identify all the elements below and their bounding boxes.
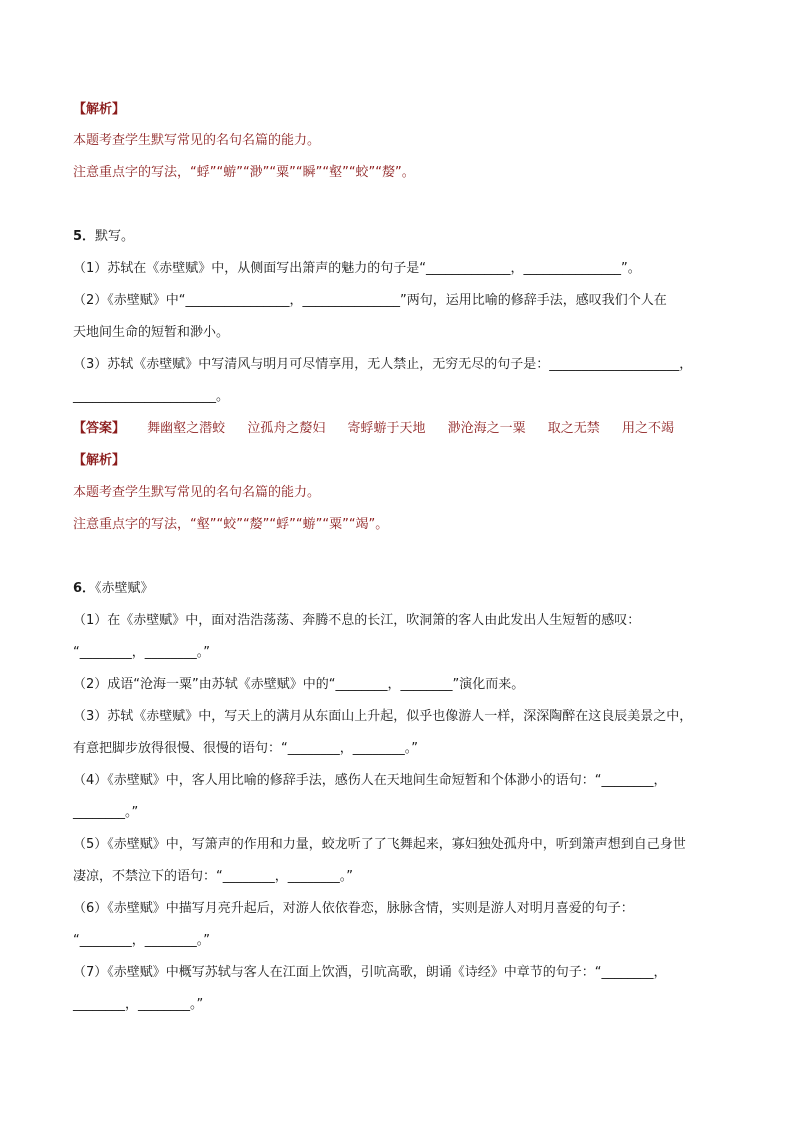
answer-item: 渺沧海之一粟 bbox=[447, 421, 526, 436]
question-5-part-2-cont: 天地间生命的短暂和渺小。 bbox=[73, 325, 230, 340]
question-6-part-5: （5）《赤壁赋》中，写箫声的作用和力量，蛟龙听了了飞舞起来，寡妇独处孤舟中，听到箫声想到自己身世 bbox=[73, 837, 686, 852]
question-6-part-1: （1）在《赤壁赋》中，面对浩浩荡荡、奔腾不息的长江，吹洞箫的客人由此发出人生短暂的感叹： bbox=[73, 613, 641, 628]
question-6-part-3-cont: 有意把脚步放得很慢、很慢的语句：“________，________。” bbox=[73, 741, 418, 756]
analysis-text: 注意重点字的写法，“蜉”“蝣”“渺”“粟”“瞬”“壑”“蛟”“嫠”。 bbox=[73, 165, 415, 180]
question-6-part-5-cont: 凄凉，不禁泣下的语句：“________，________。” bbox=[73, 869, 353, 884]
question-6-heading bbox=[73, 579, 154, 599]
question-6-part-7-cont: ________，________。” bbox=[73, 997, 204, 1012]
question-5-part-3: （3）苏轼《赤壁赋》中写清风与明月可尽情享用，无人禁止，无穷无尽的句子是：____________________， bbox=[73, 357, 693, 372]
question-title: 默写。 bbox=[95, 229, 135, 244]
analysis-label: 【解析】 bbox=[73, 453, 126, 468]
question-6-part-7: （7）《赤壁赋》中概写苏轼与客人在江面上饮酒，引吭高歌，朗诵《诗经》中章节的句子：“________， bbox=[73, 965, 667, 980]
question-number: 6． bbox=[73, 581, 96, 596]
question-6-part-6: （6）《赤壁赋》中描写月亮升起后，对游人依依眷恋，脉脉含情，实则是游人对明月喜爱的句子： bbox=[73, 901, 634, 916]
answer-line bbox=[73, 419, 674, 439]
question-6-part-4: （4）《赤壁赋》中，客人用比喻的修辞手法，感伤人在天地间生命短暂和个体渺小的语句：“________， bbox=[73, 773, 667, 788]
question-5-part-1: （1）苏轼在《赤壁赋》中，从侧面写出箫声的魅力的句子是“_____________，_______________”。 bbox=[73, 261, 641, 276]
question-6-part-3: （3）苏轼《赤壁赋》中，写天上的满月从东面山上升起，似乎也像游人一样，深深陶醉在这良辰美景之中， bbox=[73, 709, 693, 724]
answer-item: 寄蜉蝣于天地 bbox=[347, 421, 426, 436]
analysis-text: 本题考查学生默写常见的名句名篇的能力。 bbox=[73, 485, 321, 500]
analysis-text: 注意重点字的写法，“壑”“蛟”“嫠”“蜉”“蝣”“粟”“竭”。 bbox=[73, 517, 389, 532]
question-5-part-2: （2）《赤壁赋》中“________________，_______________”两句，运用比喻的修辞手法，感叹我们个人在 bbox=[73, 293, 667, 308]
answer-item: 取之无禁 bbox=[547, 421, 600, 436]
question-5-part-3-cont: ______________________。 bbox=[73, 389, 230, 404]
analysis-text: 本题考查学生默写常见的名句名篇的能力。 bbox=[73, 133, 321, 148]
question-number: 5． bbox=[73, 229, 96, 244]
question-6-part-4-cont: ________。” bbox=[73, 805, 139, 820]
question-6-part-1-cont: “________，________。” bbox=[73, 645, 210, 660]
question-6-part-2: （2）成语“沧海一粟”由苏轼《赤壁赋》中的“________，________”演化而来。 bbox=[73, 677, 525, 692]
answer-item: 用之不竭 bbox=[621, 421, 674, 436]
question-5-heading bbox=[73, 227, 134, 247]
question-title: 《赤壁赋》 bbox=[95, 581, 154, 596]
answer-label: 【答案】 bbox=[73, 421, 126, 436]
answer-item: 泣孤舟之嫠妇 bbox=[247, 421, 326, 436]
question-6-part-6-cont: “________，________。” bbox=[73, 933, 210, 948]
analysis-label: 【解析】 bbox=[73, 102, 126, 117]
answer-item: 舞幽壑之潜蛟 bbox=[147, 421, 226, 436]
